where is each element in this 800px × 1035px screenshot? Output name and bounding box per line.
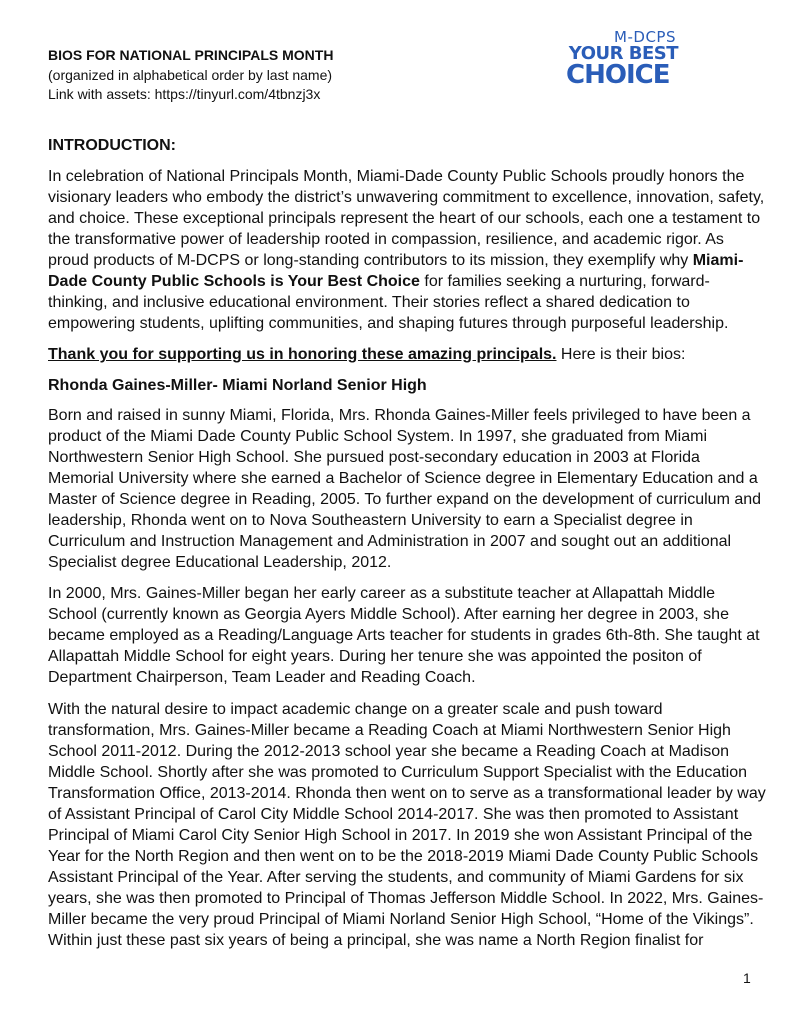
text-line: Year for the North Region and then went on to be the 2018-2019 Miami Dade County Public Schools bbox=[48, 848, 759, 865]
text-line: Memorial University where she earned a Bachelor of Science degree in Elementary Education and a bbox=[48, 470, 758, 487]
text-line: years, she was then promoted to Principal of Thomas Jefferson Middle School. In 2022, Mrs. Gaines- bbox=[48, 890, 764, 907]
text-line: of Assistant Principal of Carol City Middle School 2014-2017. She was then promoted to Assistant bbox=[48, 806, 739, 823]
text-line: visionary leaders who embody the district’s unwavering commitment to excellence, innovation, safety, bbox=[48, 189, 765, 206]
thanks-emphasis: Thank you for supporting us in honoring these amazing principals. bbox=[48, 346, 557, 363]
text-line: With the natural desire to impact academic change on a greater scale and push toward bbox=[48, 701, 663, 718]
document-title: BIOS FOR NATIONAL PRINCIPALS MONTH bbox=[48, 47, 334, 63]
thanks-line bbox=[48, 345, 685, 365]
text-line: Born and raised in sunny Miami, Florida, Mrs. Rhonda Gaines-Miller feels privileged to have been a bbox=[48, 407, 751, 424]
intro-heading: INTRODUCTION: bbox=[48, 137, 176, 154]
text-line: Northwestern Senior High School. She pursued post-secondary education in 2003 at Florida bbox=[48, 449, 700, 466]
text-line: leadership, Rhonda went on to Nova Southeastern University to earn a Specialist degree in bbox=[48, 512, 693, 529]
text-line: product of the Miami Dade County Public School System. In 1997, she graduated from Miami bbox=[48, 428, 707, 445]
text-line: School (currently known as Georgia Ayers Middle School). After earning her degree in 2003, she bbox=[48, 606, 729, 623]
text-line: Allapattah Middle School for eight years. During her tenure she was appointed the positon of bbox=[48, 648, 702, 665]
bold-segment: Dade County Public Schools is Your Best Choice bbox=[48, 273, 420, 290]
text-line: Miller became the very proud Principal of Miami Norland Senior High School, “Home of the Vikings”. bbox=[48, 911, 754, 928]
page-number: 1 bbox=[743, 970, 751, 986]
logo-line1: M-DCPS bbox=[614, 28, 676, 46]
text-line: Master of Science degree in Reading, 2005. To further expand on the development of curriculum and bbox=[48, 491, 762, 508]
text-line: the transformative power of leadership rooted in compassion, resilience, and academic rigor. As bbox=[48, 231, 724, 248]
document-subtitle: (organized in alphabetical order by last name) bbox=[48, 67, 333, 83]
text-line: and choice. These exceptional principals represent the heart of our schools, each one a testament to bbox=[48, 210, 761, 227]
text-line: Transformation Office, 2013-2014. Rhonda then went on to serve as a transformational leader by way bbox=[48, 785, 766, 802]
text-line: transformation, Mrs. Gaines-Miller became a Reading Coach at Miami Northwestern Senior High bbox=[48, 722, 731, 739]
text-line: empowering students, uplifting communities, and shaping futures through purposeful leadership. bbox=[48, 315, 729, 332]
text-line: In celebration of National Principals Month, Miami-Dade County Public Schools proudly honors the bbox=[48, 168, 745, 185]
bio-heading: Rhonda Gaines-Miller- Miami Norland Senior High bbox=[48, 377, 427, 394]
text-segment: proud products of M-DCPS or long-standing contributors to its mission, they exemplify why bbox=[48, 252, 693, 269]
text-line: became employed as a Reading/Language Arts teacher for students in grades 6th-8th. She taught at bbox=[48, 627, 760, 644]
logo-line3: CHOICE bbox=[566, 60, 670, 90]
text-line: Curriculum and Instruction Management and Administration in 2007 and sought out an additional bbox=[48, 533, 732, 550]
text-segment: Here is their bios: bbox=[556, 346, 686, 363]
text-line: Assistant Principal of the Year. After serving the students, and community of Miami Gardens for six bbox=[48, 869, 744, 886]
text-line: In 2000, Mrs. Gaines-Miller began her early career as a substitute teacher at Allapattah Middle bbox=[48, 585, 716, 602]
bold-segment: Miami- bbox=[692, 252, 744, 269]
logo-line2: YOUR BEST bbox=[568, 43, 678, 64]
text-segment: for families seeking a nurturing, forward- bbox=[419, 273, 710, 290]
text-line: Specialist degree Educational Leadership, 2012. bbox=[48, 554, 392, 571]
text-line: Within just these past six years of being a principal, she was name a North Region finalist for bbox=[48, 932, 704, 949]
text-line: School 2011-2012. During the 2012-2013 school year she became a Reading Coach at Madison bbox=[48, 743, 730, 760]
mdcps-logo bbox=[564, 28, 680, 90]
text-line: Principal of Miami Carol City Senior High School in 2017. In 2019 she won Assistant Principal of the bbox=[48, 827, 753, 844]
text-line: Middle School. Shortly after she was promoted to Curriculum Support Specialist with the Education bbox=[48, 764, 748, 781]
text-line bbox=[48, 251, 743, 271]
assets-link[interactable]: Link with assets: https://tinyurl.com/4tbnzj3x bbox=[48, 86, 321, 102]
text-line bbox=[48, 272, 710, 292]
text-line: Department Chairperson, Team Leader and Reading Coach. bbox=[48, 669, 476, 686]
text-line: thinking, and inclusive educational environment. Their stories reflect a shared dedication to bbox=[48, 294, 690, 311]
